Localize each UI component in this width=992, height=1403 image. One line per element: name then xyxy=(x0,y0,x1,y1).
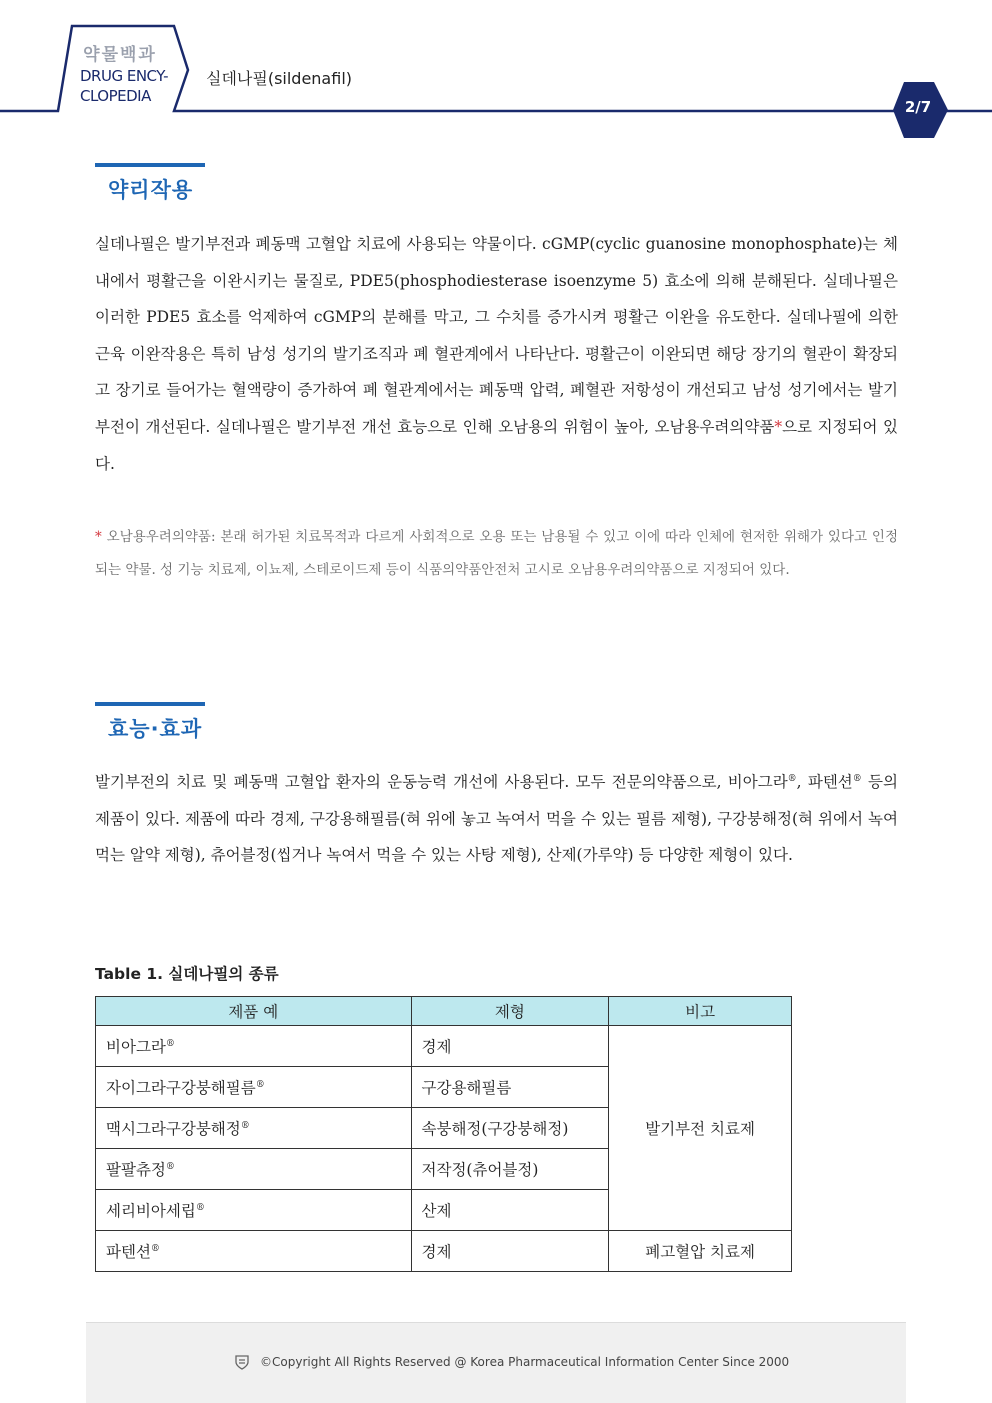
section2-text-1: 발기부전의 치료 및 폐동맥 고혈압 환자의 운동능력 개선에 사용된다. 모두 전문의약품으로, 비아그라 xyxy=(95,773,788,791)
form-cell: 저작정(츄어블정) xyxy=(411,1149,609,1190)
logo-english xyxy=(80,66,168,106)
reg-mark: ® xyxy=(195,1202,205,1213)
table-header-form: 제형 xyxy=(411,997,609,1026)
section1-bar xyxy=(95,163,205,167)
product-cell xyxy=(96,1190,412,1231)
product-cell xyxy=(96,1026,412,1067)
form-cell: 속붕해정(구강붕해정) xyxy=(411,1108,609,1149)
section1-title: 약리작용 xyxy=(108,178,194,202)
footnote-text: 오남용우려의약품: 본래 허가된 치료목적과 다르게 사회적으로 오용 또는 남용될 수 있고 이에 따라 인체에 현저한 위해가 있다고 인정되는 약물. 성 기능 치료제, 이뇨제, 스테로이드제 등이 식품의약품안전처 고시로 오남용우려의약품으로 지정되어 있다. xyxy=(95,529,898,578)
product-name: 비아그라 xyxy=(106,1038,166,1056)
form-cell: 산제 xyxy=(411,1190,609,1231)
product-name: 자이그라구강붕해필름 xyxy=(106,1079,256,1097)
reg-mark: ® xyxy=(787,773,797,784)
section1-text-end: 으로 지정되어 있다. xyxy=(95,417,898,473)
document-title: 실데나필(sildenafil) xyxy=(206,69,353,88)
footnote-star: * xyxy=(95,529,102,545)
table-header-row xyxy=(96,997,792,1026)
section2-text-3: 등의 제품이 있다. 제품에 따라 경제, 구강용해필름(혀 위에 놓고 녹여서 먹을 수 있는 필름 제형), 구강붕해정(혀 위에서 녹여 먹는 알약 제형), 츄어블정(씹거나 녹여서 먹을 수 있는 사탕 제형), 산제(가루약) 등 다양한 제형이 있다. xyxy=(95,773,899,865)
reg-mark: ® xyxy=(165,1161,175,1172)
note-cell-group: 발기부전 치료제 xyxy=(609,1026,792,1231)
page-number: 2/7 xyxy=(904,98,932,116)
section1-text: 실데나필은 발기부전과 폐동맥 고혈압 치료에 사용되는 약물이다. cGMP(cyclic guanosine monophosphate)는 체내에서 평활근을 이완시키는 물질로, PDE5(phosphodiesterase isoenzyme 5) 효소에 의해 분해된다. 실데나필은 이러한 PDE5 효소를 억제하여 cGMP의 분해를 막고, 그 수치를 증가시켜 평활근 이완을 유도한다. 실데나필에 의한 근육 이완작용은 특히 남성 성기의 발기조직과 폐 혈관계에서 나타난다. 평활근이 이완되면 해당 장기의 혈관이 확장되고 장기로 들어가는 혈액량이 증가하여 폐 혈관계에서는 폐동맥 압력, 폐혈관 저항성이 개선되고 남성 성기에서는 발기부전이 개선된다. 실데나필은 발기부전 개선 효능으로 인해 오남용의 위험이 높아, 오남용우려의약품 xyxy=(95,235,898,436)
product-name: 파텐션 xyxy=(106,1243,151,1261)
product-cell xyxy=(96,1067,412,1108)
copyright-text: ©Copyright All Rights Reserved @ Korea Pharmaceutical Information Center Since 2000 xyxy=(260,1355,790,1369)
note-cell-last: 폐고혈압 치료제 xyxy=(609,1231,792,1272)
reg-mark: ® xyxy=(240,1120,250,1131)
page-header xyxy=(0,0,992,140)
section1-body xyxy=(95,226,898,482)
form-cell: 구강용해필름 xyxy=(411,1067,609,1108)
product-table xyxy=(95,996,792,1272)
product-name: 팔팔츄정 xyxy=(106,1161,166,1179)
reg-mark: ® xyxy=(165,1038,175,1049)
section1-star: * xyxy=(774,417,783,436)
reg-mark: ® xyxy=(255,1079,265,1090)
product-cell xyxy=(96,1108,412,1149)
table-row xyxy=(96,1026,792,1067)
reg-mark: ® xyxy=(852,773,862,784)
product-name: 세리비아세립 xyxy=(106,1202,196,1220)
shield-icon xyxy=(234,1354,250,1370)
logo-line-2: CLOPEDIA xyxy=(80,87,151,105)
product-cell xyxy=(96,1149,412,1190)
section1-footnote xyxy=(95,521,898,587)
logo-line-1: DRUG ENCY- xyxy=(80,67,169,85)
page-footer xyxy=(86,1322,906,1403)
form-cell: 경제 xyxy=(411,1026,609,1067)
reg-mark: ® xyxy=(150,1243,160,1254)
product-cell xyxy=(96,1231,412,1272)
section2-bar xyxy=(95,702,205,706)
section2-text-2: , 파텐션 xyxy=(796,773,853,791)
section2-body xyxy=(95,764,898,874)
table-header-note: 비고 xyxy=(609,997,792,1026)
section2-title: 효능·효과 xyxy=(108,717,203,741)
form-cell: 경제 xyxy=(411,1231,609,1272)
table-header-product: 제품 예 xyxy=(96,997,412,1026)
table-row xyxy=(96,1231,792,1272)
logo-korean: 약물백과 xyxy=(83,45,157,65)
product-name: 맥시그라구강붕해정 xyxy=(106,1120,241,1138)
table-caption: Table 1. 실데나필의 종류 xyxy=(95,965,279,983)
